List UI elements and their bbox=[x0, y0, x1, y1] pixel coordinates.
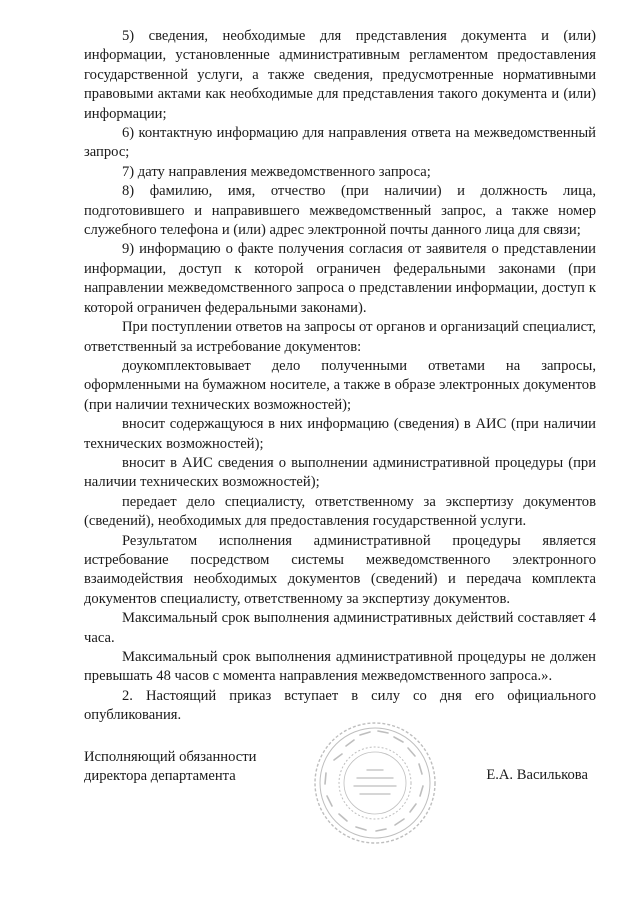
paragraph-item-8: 8) фамилию, имя, отчество (при наличии) и должность лица, подготовившего и направившего межведомственный запрос, а также номер служебного телефона и (или) адрес электронной почты данного лица для связи; bbox=[84, 183, 596, 239]
paragraph-max-procedure: Максимальный срок выполнения административной процедуры не должен превышать 48 часов с момента направления межведомственного запроса.». bbox=[84, 649, 596, 685]
signature-block bbox=[84, 740, 596, 860]
paragraph-enter-info: вносит содержащуюся в них информацию (сведения) в АИС (при наличии технических возможностей); bbox=[84, 416, 596, 452]
paragraph-item-6: 6) контактную информацию для направления ответа на межведомственный запрос; bbox=[84, 125, 596, 161]
paragraph-complete-case: доукомплектовывает дело полученными ответами на запросы, оформленными на бумажном носителе, а также в образе электронных документов (при наличии технических возможностей); bbox=[84, 357, 596, 413]
paragraph-enter-procedure: вносит в АИС сведения о выполнении административной процедуры (при наличии технических возможностей); bbox=[84, 454, 596, 491]
signer-title-line2: директора департамента bbox=[84, 768, 236, 785]
paragraph-effective: 2. Настоящий приказ вступает в силу со дня его официального опубликования. bbox=[84, 687, 596, 724]
paragraph-item-7: 7) дату направления межведомственного запроса; bbox=[122, 163, 431, 180]
paragraph-item-5: 5) сведения, необходимые для представления документа и (или) информации, установленные административным регламентом предоставления государственной услуги, а также сведения, предусмотренные нормативными правовыми актами как необходимые для представления такого документа и (или) информации; bbox=[84, 28, 596, 122]
paragraph-transfer-case: передает дело специалисту, ответственному за экспертизу документов (сведений), необходимых для предоставления государственной услуги. bbox=[84, 493, 596, 530]
signer-title-line1: Исполняющий обязанности bbox=[84, 749, 257, 765]
official-stamp-icon bbox=[312, 720, 438, 846]
signer-title bbox=[84, 748, 256, 787]
paragraph-item-9: 9) информацию о факте получения согласия от заявителя о представлении информации, доступ к которой ограничен федеральными законами (при направлении межведомственного запроса о представлении информации, доступ к которой ограничен федеральными законами). bbox=[84, 241, 596, 316]
paragraph-result: Результатом исполнения административной процедуры является истребование посредством системы межведомственного электронного взаимодействия необходимых документов (сведений) и передача комплекта документов специалисту, ответственному за экспертизу документов. bbox=[84, 532, 596, 607]
paragraph-max-actions: Максимальный срок выполнения административных действий составляет 4 часа. bbox=[84, 610, 596, 646]
document-body bbox=[84, 27, 596, 726]
signer-name: Е.А. Василькова bbox=[486, 767, 588, 783]
paragraph-responses: При поступлении ответов на запросы от органов и организаций специалист, ответственный за истребование документов: bbox=[84, 319, 596, 355]
